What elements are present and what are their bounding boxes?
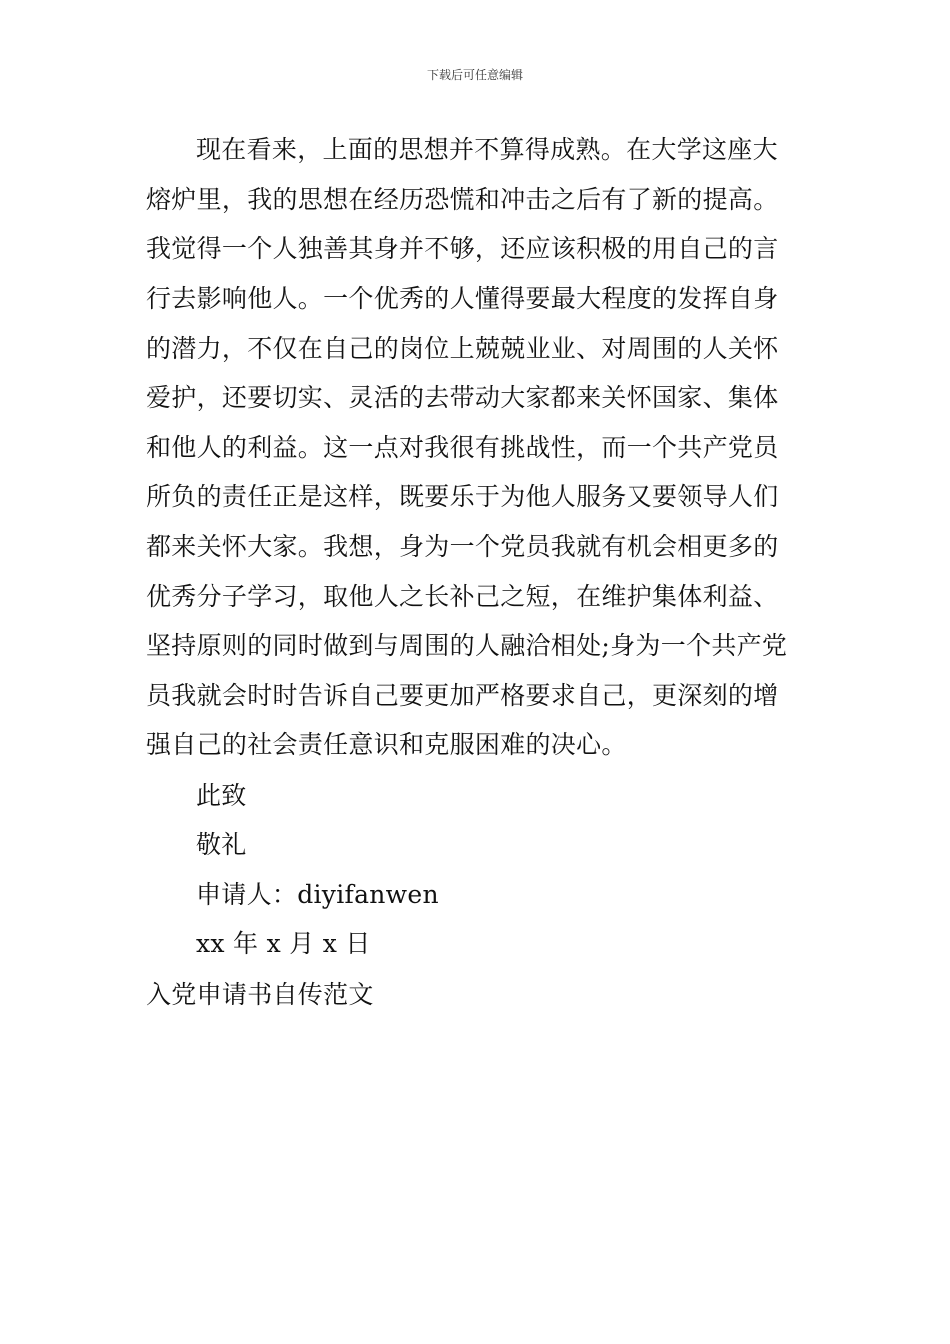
- paragraph-line: 坚持原则的同时做到与周围的人融洽相处;身为一个共产党: [146, 631, 788, 660]
- next-section-title: 入党申请书自传范文: [146, 980, 374, 1009]
- paragraph-line: 员我就会时时告诉自己要更加严格要求自己，更深刻的增: [146, 681, 779, 710]
- signature-date: xx 年 x 月 x 日: [196, 929, 371, 958]
- paragraph-line: 强自己的社会责任意识和克服困难的决心。: [146, 730, 627, 759]
- paragraph-line: 所负的责任正是这样，既要乐于为他人服务又要领导人们: [146, 482, 779, 511]
- paragraph-line: 都来关怀大家。我想，身为一个党员我就有机会相更多的: [146, 532, 779, 561]
- paragraph-line: 的潜力，不仅在自己的岗位上兢兢业业、对周围的人关怀: [146, 334, 779, 363]
- paragraph-line: 熔炉里，我的思想在经历恐慌和冲击之后有了新的提高。: [146, 185, 779, 214]
- applicant-signature: 申请人：diyifanwen: [196, 880, 439, 909]
- paragraph-line: 行去影响他人。一个优秀的人懂得要最大程度的发挥自身: [146, 284, 779, 313]
- salutation-line-2: 敬礼: [196, 830, 247, 859]
- paragraph-line: 爱护，还要切实、灵活的去带动大家都来关怀国家、集体: [146, 383, 779, 412]
- paragraph-line: 我觉得一个人独善其身并不够，还应该积极的用自己的言: [146, 234, 779, 263]
- salutation-line-1: 此致: [196, 781, 247, 810]
- page-header: 下载后可任意编辑: [426, 68, 523, 82]
- paragraph-line: 现在看来，上面的思想并不算得成熟。在大学这座大: [196, 135, 778, 164]
- paragraph-line: 和他人的利益。这一点对我很有挑战性，而一个共产党员: [146, 433, 779, 462]
- paragraph-line: 优秀分子学习，取他人之长补己之短，在维护集体利益、: [146, 582, 779, 611]
